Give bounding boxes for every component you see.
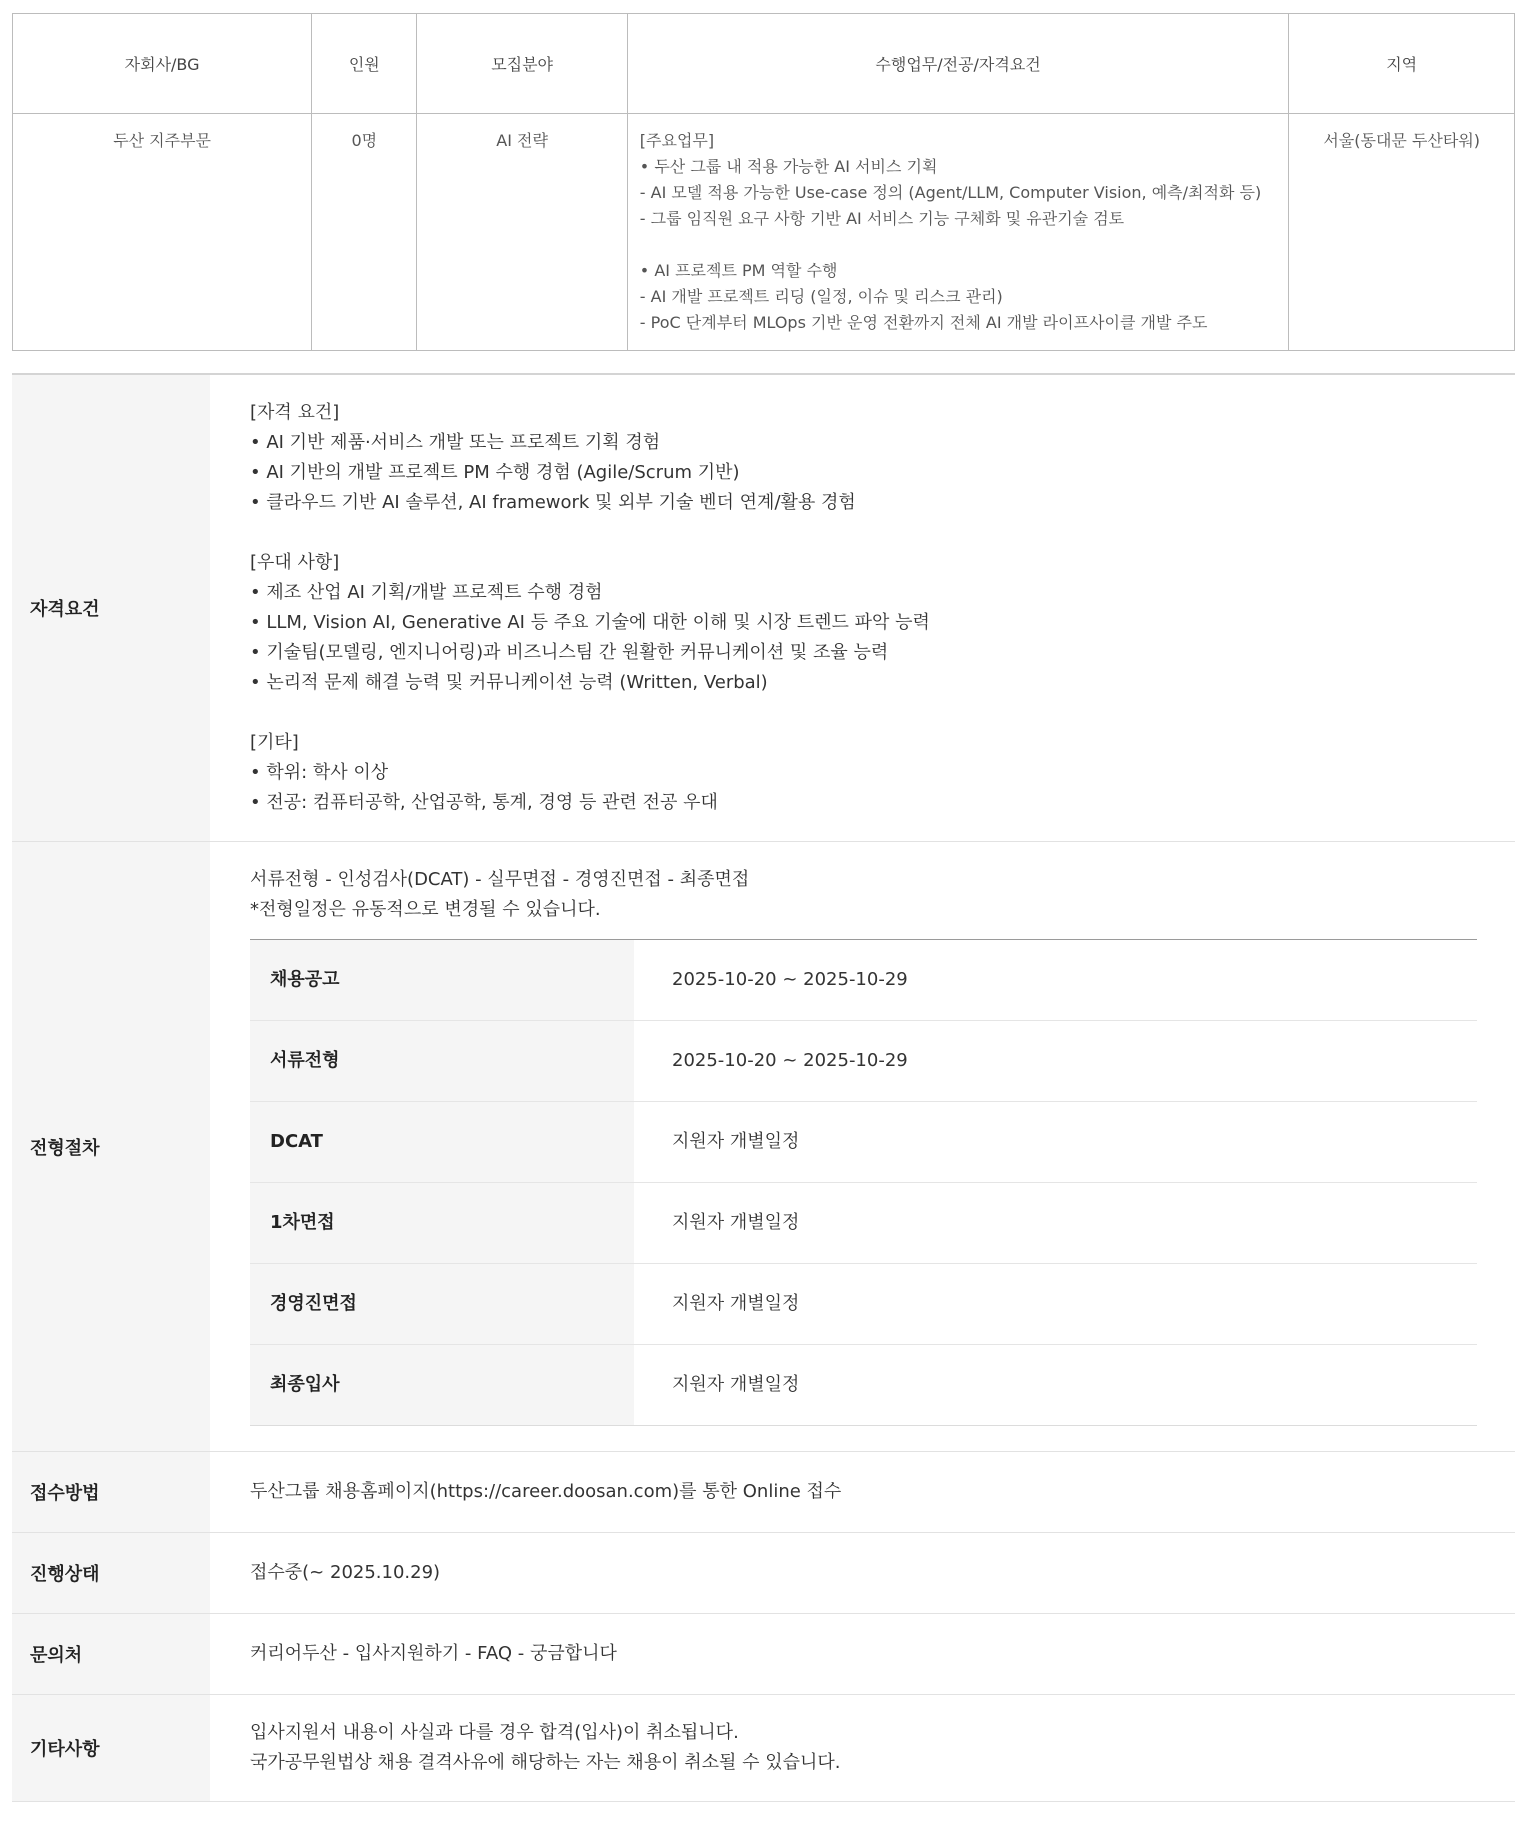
qualification-line: • 클라우드 기반 AI 솔루션, AI framework 및 외부 기술 벤더 연계/활용 경험 <box>250 492 856 513</box>
qualification-line: • 전공: 컴퓨터공학, 산업공학, 통계, 경영 등 관련 전공 우대 <box>250 792 718 813</box>
schedule-row <box>250 940 1477 1021</box>
line-spacer <box>250 518 1477 548</box>
table-header-row <box>13 14 1515 114</box>
status-row <box>12 1533 1515 1614</box>
schedule-step: DCAT <box>250 1102 634 1182</box>
qualifications-content <box>210 375 1515 841</box>
header-duties: 수행업무/전공/자격요건 <box>627 14 1289 114</box>
application-label: 접수방법 <box>12 1452 210 1532</box>
schedule-date: 지원자 개별일정 <box>672 1131 800 1152</box>
detail-table <box>12 373 1515 1802</box>
application-row <box>12 1452 1515 1533</box>
process-content <box>210 842 1515 1451</box>
cell-duties <box>627 114 1289 351</box>
cell-region: 서울(동대문 두산타워) <box>1289 114 1515 351</box>
duty-line: - PoC 단계부터 MLOps 기반 운영 전환까지 전체 AI 개발 라이프사이클 개발 주도 <box>639 313 1208 332</box>
duty-line: [주요업무] <box>639 131 715 150</box>
status-value: 접수중(~ 2025.10.29) <box>250 1562 441 1583</box>
schedule-step: 채용공고 <box>250 940 634 1020</box>
schedule-date: 지원자 개별일정 <box>672 1374 800 1395</box>
etc-label: 기타사항 <box>12 1695 210 1801</box>
duty-line: • AI 프로젝트 PM 역할 수행 <box>639 261 838 280</box>
qualification-line: [기타] <box>250 732 299 753</box>
process-note: *전형일정은 유동적으로 변경될 수 있습니다. <box>250 899 601 920</box>
status-label: 진행상태 <box>12 1533 210 1613</box>
duty-spacer <box>640 232 1277 258</box>
etc-line: 국가공무원법상 채용 결격사유에 해당하는 자는 채용이 취소될 수 있습니다. <box>250 1752 841 1773</box>
schedule-step: 경영진면접 <box>250 1264 634 1344</box>
schedule-row <box>250 1102 1477 1183</box>
cell-headcount: 0명 <box>312 114 417 351</box>
schedule-step: 서류전형 <box>250 1021 634 1101</box>
schedule-date: 지원자 개별일정 <box>672 1212 800 1233</box>
qualification-line: [우대 사항] <box>250 552 340 573</box>
recruitment-table <box>12 13 1515 351</box>
qualifications-label: 자격요건 <box>12 375 210 841</box>
schedule-date: 2025-10-20 ~ 2025-10-29 <box>672 1050 908 1071</box>
etc-line: 입사지원서 내용이 사실과 다를 경우 합격(입사)이 취소됩니다. <box>250 1722 739 1743</box>
application-value: 두산그룹 채용홈페이지(https://career.doosan.com)를 통한 Online 접수 <box>250 1481 842 1502</box>
schedule-step: 1차면접 <box>250 1183 634 1263</box>
qualification-line: • 제조 산업 AI 기획/개발 프로젝트 수행 경험 <box>250 582 603 603</box>
qualification-line: • 논리적 문제 해결 능력 및 커뮤니케이션 능력 (Written, Verbal) <box>250 672 768 693</box>
qualification-line: • LLM, Vision AI, Generative AI 등 주요 기술에 대한 이해 및 시장 트렌드 파악 능력 <box>250 612 930 633</box>
schedule-table <box>250 939 1477 1426</box>
qualification-line: • AI 기반의 개발 프로젝트 PM 수행 경험 (Agile/Scrum 기반) <box>250 462 740 483</box>
process-row <box>12 842 1515 1452</box>
cell-field: AI 전략 <box>417 114 627 351</box>
cell-company: 두산 지주부문 <box>13 114 312 351</box>
schedule-row <box>250 1021 1477 1102</box>
contact-value: 커리어두산 - 입사지원하기 - FAQ - 궁금합니다 <box>250 1643 617 1664</box>
qualifications-row <box>12 375 1515 842</box>
line-spacer <box>250 698 1477 728</box>
schedule-date: 지원자 개별일정 <box>672 1293 800 1314</box>
header-field: 모집분야 <box>417 14 627 114</box>
etc-row <box>12 1695 1515 1802</box>
duty-line: - AI 개발 프로젝트 리딩 (일정, 이슈 및 리스크 관리) <box>639 287 1003 306</box>
schedule-date: 2025-10-20 ~ 2025-10-29 <box>672 969 908 990</box>
schedule-row <box>250 1345 1477 1425</box>
process-summary: 서류전형 - 인성검사(DCAT) - 실무면접 - 경영진면접 - 최종면접 <box>250 869 750 890</box>
etc-content <box>210 1695 1515 1801</box>
duty-line: • 두산 그룹 내 적용 가능한 AI 서비스 기획 <box>639 157 938 176</box>
duty-line: - AI 모델 적용 가능한 Use-case 정의 (Agent/LLM, Computer Vision, 예측/최적화 등) <box>639 183 1262 202</box>
table-row <box>13 114 1515 351</box>
process-label: 전형절차 <box>12 842 210 1451</box>
header-headcount: 인원 <box>312 14 417 114</box>
qualification-line: • 기술팀(모델링, 엔지니어링)과 비즈니스팀 간 원활한 커뮤니케이션 및 조율 능력 <box>250 642 889 663</box>
qualification-line: [자격 요건] <box>250 402 340 423</box>
duty-line: - 그룹 임직원 요구 사항 기반 AI 서비스 기능 구체화 및 유관기술 검토 <box>639 209 1125 228</box>
qualification-line: • AI 기반 제품·서비스 개발 또는 프로젝트 기획 경험 <box>250 432 661 453</box>
contact-row <box>12 1614 1515 1695</box>
header-region: 지역 <box>1289 14 1515 114</box>
qualification-line: • 학위: 학사 이상 <box>250 762 389 783</box>
contact-label: 문의처 <box>12 1614 210 1694</box>
schedule-row <box>250 1183 1477 1264</box>
schedule-step: 최종입사 <box>250 1345 634 1425</box>
header-company: 자회사/BG <box>13 14 312 114</box>
schedule-row <box>250 1264 1477 1345</box>
